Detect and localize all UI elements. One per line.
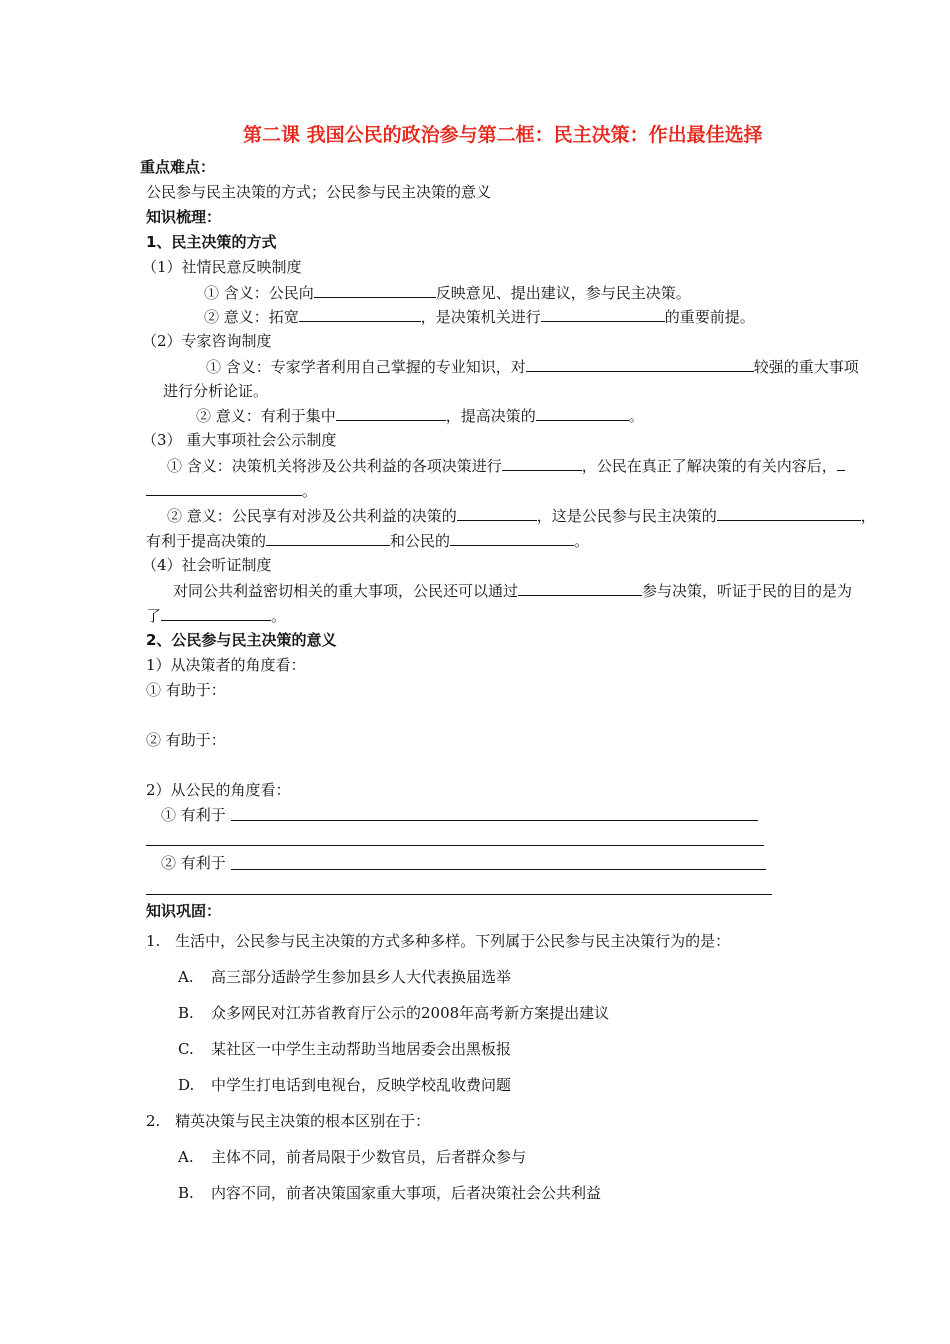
item-3-meaning-post: ，公民在真正了解决策的有关内容后， (581, 457, 837, 475)
section-2-heading: 2、公民参与民主决策的意义 (146, 631, 337, 649)
option-letter: C. (178, 1040, 194, 1058)
item-3-meaning-cont (146, 480, 317, 501)
answer-line[interactable] (231, 820, 758, 821)
knowledge-heading: 知识梳理： (146, 208, 222, 226)
item-2-meaning-cont: 进行分析论证。 (163, 382, 269, 400)
option-letter: B. (178, 1004, 194, 1022)
option-2b[interactable] (178, 1183, 602, 1203)
item-2-sig-pre: ② 意义：有利于集中 (196, 407, 336, 425)
item-3-meaning-pre: ① 含义：决策机关将涉及公共利益的各项决策进行 (167, 457, 502, 475)
item-2-meaning-post: 较强的重大事项 (753, 358, 859, 376)
item-3-sig2-post: 。 (574, 532, 590, 550)
citizen-point-1: ① 有利于 (161, 806, 226, 824)
fill-blank[interactable] (518, 580, 642, 596)
fill-blank[interactable] (146, 480, 302, 496)
fill-blank[interactable] (541, 306, 665, 322)
fill-blank[interactable] (837, 455, 845, 471)
consolidation-heading: 知识巩固： (146, 902, 222, 920)
item-4-cont-pre: 了 (146, 607, 162, 625)
item-3-sig-post: ， (860, 507, 876, 525)
option-letter: A. (178, 968, 194, 986)
item-3-sig-mid: ，这是公民参与民主决策的 (536, 507, 717, 525)
decision-maker-view: 1）从决策者的角度看： (146, 656, 306, 674)
item-3-significance-cont (146, 530, 589, 551)
item-2-meaning-pre: ① 含义：专家学者利用自己掌握的专业知识，对 (206, 358, 526, 376)
item-1-label: （1）社情民意反映制度 (142, 258, 302, 276)
option-letter: B. (178, 1184, 194, 1202)
question-text: 精英决策与民主决策的根本区别在于： (175, 1112, 431, 1130)
option-text: 高三部分适龄学生参加县乡人大代表换届选举 (211, 968, 512, 986)
item-2-meaning (206, 356, 859, 377)
item-4-cont-post: 。 (271, 607, 287, 625)
question-number: 1. (146, 932, 161, 950)
citizen-view: 2）从公民的角度看： (146, 781, 291, 799)
item-3-meaning (167, 455, 845, 476)
item-1-significance (204, 306, 755, 327)
item-4-label: （4）社会听证制度 (142, 556, 272, 574)
item-1-sig-pre: ② 意义：拓宽 (204, 308, 299, 326)
option-text: 中学生打电话到电视台，反映学校乱收费问题 (211, 1076, 512, 1094)
item-3-meaning-cont-post: 。 (302, 482, 318, 500)
item-3-label: （3） 重大事项社会公示制度 (142, 431, 337, 449)
answer-line[interactable] (146, 894, 772, 895)
item-3-sig-pre: ② 意义：公民享有对涉及公共利益的决策的 (167, 507, 457, 525)
key-points-heading: 重点难点： (140, 158, 216, 176)
item-4-text (173, 580, 852, 601)
decision-maker-point-2: ② 有助于： (146, 731, 226, 749)
item-1-sig-mid: ，是决策机关进行 (420, 308, 541, 326)
fill-blank[interactable] (314, 282, 436, 298)
question-1 (146, 931, 730, 951)
item-4-post: 参与决策，听证于民的目的是为 (642, 582, 853, 600)
item-1-sig-post: 的重要前提。 (664, 308, 755, 326)
option-1d[interactable] (178, 1075, 512, 1095)
key-points-text: 公民参与民主决策的方式；公民参与民主决策的意义 (146, 183, 492, 201)
fill-blank[interactable] (299, 306, 421, 322)
item-2-sig-post: 。 (628, 407, 644, 425)
section-1-heading: 1、民主决策的方式 (146, 233, 277, 251)
fill-blank[interactable] (536, 405, 629, 421)
answer-line[interactable] (146, 845, 764, 846)
item-1-meaning-post: 反映意见、提出建议，参与民主决策。 (435, 284, 691, 302)
item-1-meaning (204, 282, 691, 303)
option-text: 主体不同，前者局限于少数官员，后者群众参与 (211, 1148, 527, 1166)
option-letter: A. (178, 1148, 194, 1166)
option-1a[interactable] (178, 967, 512, 987)
item-1-meaning-pre: ① 含义：公民向 (204, 284, 314, 302)
option-text: 某社区一中学生主动帮助当地居委会出黑板报 (211, 1040, 512, 1058)
fill-blank[interactable] (266, 530, 390, 546)
answer-line[interactable] (231, 869, 766, 870)
citizen-point-2: ② 有利于 (161, 854, 226, 872)
fill-blank[interactable] (457, 505, 537, 521)
question-2 (146, 1111, 430, 1131)
item-2-sig-mid: ，提高决策的 (445, 407, 536, 425)
fill-blank[interactable] (526, 356, 754, 372)
fill-blank[interactable] (502, 455, 582, 471)
option-2a[interactable] (178, 1147, 527, 1167)
decision-maker-point-1: ① 有助于： (146, 681, 226, 699)
item-4-text-cont (146, 605, 286, 626)
fill-blank[interactable] (450, 530, 574, 546)
fill-blank[interactable] (161, 605, 271, 621)
fill-blank[interactable] (717, 505, 861, 521)
item-3-sig2-mid: 和公民的 (390, 532, 451, 550)
item-2-significance (196, 405, 644, 426)
option-text: 众多网民对江苏省教育厅公示的2008年高考新方案提出建议 (211, 1004, 610, 1022)
fill-blank[interactable] (336, 405, 446, 421)
option-1b[interactable] (178, 1003, 610, 1023)
option-letter: D. (178, 1076, 195, 1094)
page-title: 第二课 我国公民的政治参与第二框：民主决策：作出最佳选择 (243, 124, 763, 146)
item-3-significance (167, 505, 876, 526)
item-4-pre: 对同公共利益密切相关的重大事项，公民还可以通过 (173, 582, 519, 600)
question-text: 生活中，公民参与民主决策的方式多种多样。下列属于公民参与民主决策行为的是： (175, 932, 731, 950)
item-3-sig2-pre: 有利于提高决策的 (146, 532, 267, 550)
question-number: 2. (146, 1112, 161, 1130)
item-2-label: （2）专家咨询制度 (142, 332, 272, 350)
option-text: 内容不同，前者决策国家重大事项，后者决策社会公共利益 (211, 1184, 602, 1202)
option-1c[interactable] (178, 1039, 512, 1059)
